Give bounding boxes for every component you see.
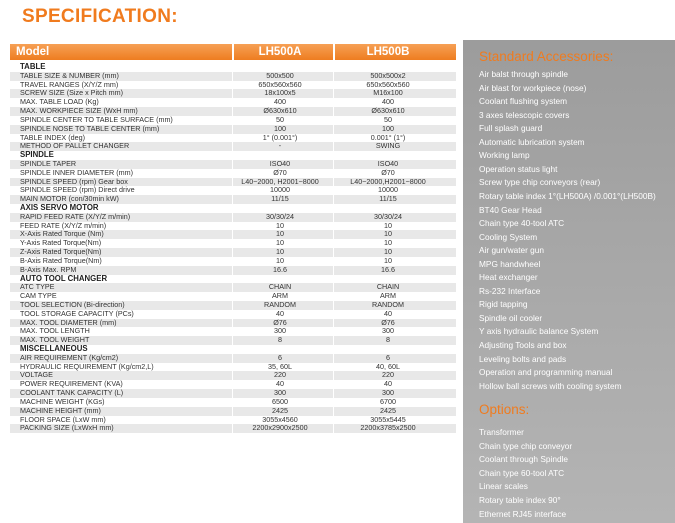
- row-label: MACHINE HEIGHT (mm): [20, 405, 101, 415]
- value-lh500b: SWING: [375, 141, 401, 151]
- column-divider: [333, 416, 334, 425]
- value-lh500b: 11/15: [379, 194, 397, 204]
- column-divider: [333, 266, 334, 275]
- value-lh500a: 40: [276, 308, 284, 318]
- column-divider: [333, 186, 334, 195]
- column-divider: [333, 354, 334, 363]
- column-divider: [232, 72, 233, 81]
- column-divider: [333, 89, 334, 98]
- value-lh500a: -: [278, 141, 282, 151]
- option-item: Chain type 60-tool ATC: [479, 467, 565, 478]
- value-lh500b: 10000: [378, 185, 398, 195]
- value-lh500b: 30/30/24: [374, 211, 402, 221]
- value-lh500b: 0.001° (1°): [370, 132, 406, 142]
- value-lh500b: 10: [384, 247, 392, 257]
- value-lh500b: 500x500x2: [370, 70, 406, 80]
- column-divider: [232, 98, 233, 107]
- row-label: HYDRAULIC REQUIREMENT (Kg/cm2,L): [20, 361, 154, 371]
- value-lh500b: 400: [382, 97, 394, 107]
- column-divider: [232, 257, 233, 266]
- column-divider: [333, 292, 334, 301]
- value-lh500b: 50: [384, 114, 392, 124]
- column-divider: [333, 72, 334, 81]
- value-lh500a: 2425: [272, 405, 288, 415]
- option-item: Rotary table index 90°: [479, 495, 561, 505]
- row-label: TOOL STORAGE CAPACITY (PCs): [20, 308, 134, 318]
- accessory-item: Chain type 40-tool ATC: [479, 218, 565, 229]
- row-label: MAX. WORKPIECE SIZE (WxH mm): [20, 106, 138, 116]
- column-divider: [232, 310, 233, 319]
- row-label: SCREW SIZE (Size x Pitch mm): [20, 88, 124, 98]
- column-divider: [232, 301, 233, 310]
- value-lh500a: Ø70: [273, 167, 287, 177]
- value-lh500b: Ø630x610: [371, 106, 405, 116]
- accessory-item: Cooling System: [479, 231, 538, 242]
- accessory-item: Y axis hydraulic balance System: [479, 326, 599, 337]
- column-divider: [232, 248, 233, 257]
- value-lh500a: 300: [274, 388, 286, 398]
- value-lh500a: ISO40: [269, 158, 291, 168]
- column-divider: [333, 380, 334, 389]
- value-lh500b: 220: [382, 370, 394, 380]
- value-lh500b: CHAIN: [376, 282, 400, 292]
- column-divider: [333, 407, 334, 416]
- value-lh500b: 300: [382, 388, 394, 398]
- row-label: MAX. TOOL LENGTH: [20, 326, 90, 336]
- column-divider: [333, 116, 334, 125]
- accessory-item: Operation and programming manual: [479, 367, 613, 378]
- row-label: Z-Axis Rated Torque(Nm): [20, 247, 102, 257]
- accessory-item: 3 axes telescopic covers: [479, 109, 570, 120]
- column-divider: [333, 424, 334, 433]
- column-divider: [333, 363, 334, 372]
- value-lh500a: 18x100x5: [264, 88, 296, 98]
- value-lh500b: ISO40: [377, 158, 399, 168]
- accessory-item: Screw type chip conveyors (rear): [479, 177, 601, 188]
- row-label: RAPID FEED RATE (X/Y/Z m/min): [20, 211, 131, 221]
- row-label: MAX. TABLE LOAD (Kg): [20, 97, 99, 107]
- column-divider: [333, 248, 334, 257]
- row-label: X-Axis Rated Torque (Nm): [20, 229, 104, 239]
- header-lh500b: LH500B: [366, 46, 410, 58]
- value-lh500b: 10: [384, 220, 392, 230]
- value-lh500a: 400: [274, 97, 286, 107]
- column-divider: [333, 301, 334, 310]
- row-label: MAIN MOTOR (con/30min kW): [20, 194, 119, 204]
- spec-rows: [10, 63, 456, 433]
- value-lh500a: 2200x2900x2500: [252, 423, 308, 433]
- value-lh500a: 8: [278, 335, 282, 345]
- option-item: Linear scales: [479, 481, 528, 492]
- accessory-item: Adjusting Tools and box: [479, 340, 567, 350]
- spec-table: [10, 44, 456, 512]
- value-lh500a: 500x500: [266, 70, 294, 80]
- value-lh500b: 6700: [380, 396, 396, 406]
- column-divider: [232, 416, 233, 425]
- options-title: Options:: [479, 402, 530, 417]
- accessory-item: Air gun/water gun: [479, 245, 545, 256]
- column-divider: [333, 283, 334, 292]
- value-lh500a: 11/15: [271, 194, 289, 204]
- accessory-item: Hollow ball screws with cooling system: [479, 380, 622, 391]
- column-divider: [232, 169, 233, 178]
- header-lh500a: LH500A: [258, 46, 302, 58]
- table-row: [10, 142, 456, 151]
- row-label: ATC TYPE: [20, 282, 55, 292]
- value-lh500b: 8: [386, 335, 390, 345]
- column-divider: [232, 380, 233, 389]
- row-label: CAM TYPE: [20, 291, 57, 301]
- accessory-item: Rs-232 Interface: [479, 285, 541, 296]
- accessory-item: Leveling bolts and pads: [479, 353, 567, 364]
- column-divider: [232, 371, 233, 380]
- value-lh500b: M16x100: [373, 88, 403, 98]
- row-label: PACKING SIZE (LxWxH mm): [20, 423, 114, 433]
- row-label: Y-Axis Rated Torque(Nm): [20, 238, 102, 248]
- row-label: B-Axis Rated Torque(Nm): [20, 255, 102, 265]
- column-divider: [333, 81, 334, 90]
- value-lh500a: 10: [276, 238, 284, 248]
- option-item: Coolant through Spindle: [479, 454, 569, 465]
- section-title: AXIS SERVO MOTOR: [20, 203, 99, 212]
- row-label: SPINDLE SPEED (rpm) Direct drive: [20, 185, 135, 195]
- accessory-item: BT40 Gear Head: [479, 204, 542, 215]
- row-label: SPINDLE TAPER: [20, 158, 77, 168]
- column-divider: [232, 283, 233, 292]
- column-divider: [232, 160, 233, 169]
- column-divider: [232, 178, 233, 187]
- row-label: FEED RATE (X/Y/Z m/min): [20, 220, 107, 230]
- section-title: SPINDLE: [20, 150, 54, 160]
- row-label: METHOD OF PALLET CHANGER: [20, 141, 130, 151]
- row-label: MACHINE WEIGHT (KGs): [20, 396, 105, 406]
- row-label: SPINDLE CENTER TO TABLE SURFACE (mm): [20, 114, 173, 124]
- row-label: SPINDLE NOSE TO TABLE CENTER (mm): [20, 123, 160, 133]
- column-divider: [232, 292, 233, 301]
- column-divider: [333, 169, 334, 178]
- accessory-item: Spindle oil cooler: [479, 312, 543, 323]
- value-lh500a: Ø630x610: [263, 106, 297, 116]
- column-divider: [232, 222, 233, 231]
- value-lh500b: 10: [384, 229, 392, 239]
- accessory-item: Rigid tapping: [479, 299, 528, 310]
- column-divider: [232, 389, 233, 398]
- accessory-item: Coolant flushing system: [479, 96, 568, 107]
- row-label: SPINDLE SPEED (rpm) Gear box: [20, 176, 128, 186]
- value-lh500a: L40~2000, H2001~8000: [241, 176, 319, 186]
- column-divider: [333, 107, 334, 116]
- value-lh500a: 300: [274, 326, 286, 336]
- spec-table-header: [10, 44, 456, 60]
- column-divider: [333, 239, 334, 248]
- column-divider: [333, 142, 334, 151]
- column-divider: [232, 81, 233, 90]
- value-lh500b: Ø70: [381, 167, 395, 177]
- column-divider: [333, 371, 334, 380]
- column-divider: [232, 230, 233, 239]
- value-lh500a: 1° (0.001°): [262, 132, 298, 142]
- row-label: TABLE INDEX (deg): [20, 132, 85, 142]
- column-divider: [333, 389, 334, 398]
- value-lh500b: 10: [384, 255, 392, 265]
- row-label: AIR REQUIREMENT (Kg/cm2): [20, 352, 119, 362]
- column-divider: [333, 319, 334, 328]
- column-divider: [232, 107, 233, 116]
- value-lh500a: 35, 60L: [268, 361, 292, 371]
- section-title: TABLE: [20, 62, 46, 71]
- value-lh500a: 3055x4560: [262, 414, 298, 424]
- value-lh500b: 100: [382, 123, 394, 133]
- value-lh500a: 10000: [270, 185, 290, 195]
- page-title: SPECIFICATION:: [22, 6, 178, 27]
- value-lh500a: 10: [276, 220, 284, 230]
- accessory-item: Rotary table index 1°(LH500A) /0.001°(LH500B): [479, 190, 656, 201]
- value-lh500b: 3055x5445: [370, 414, 406, 424]
- section-title: MISCELLANEOUS: [20, 344, 88, 353]
- column-divider: [232, 125, 233, 134]
- value-lh500a: 6: [278, 352, 282, 362]
- column-divider: [333, 134, 334, 143]
- value-lh500b: 6: [386, 352, 390, 362]
- accessory-item: Working lamp: [479, 150, 530, 161]
- column-divider: [333, 398, 334, 407]
- value-lh500b: 40: [384, 308, 392, 318]
- header-divider: [232, 44, 234, 60]
- value-lh500b: 10: [384, 238, 392, 248]
- row-label: TRAVEL RANGES (X/Y/Z mm): [20, 79, 119, 89]
- row-label: SPINDLE INNER DIAMETER (mm): [20, 167, 134, 177]
- row-label: MAX. TOOL DIAMETER (mm): [20, 317, 117, 327]
- column-divider: [232, 398, 233, 407]
- accessory-item: Air blast for workpiece (nose): [479, 82, 587, 93]
- value-lh500b: 40: [384, 379, 392, 389]
- accessory-item: Heat exchanger: [479, 272, 538, 283]
- table-row: [10, 424, 456, 433]
- row-label: POWER REQUIREMENT (KVA): [20, 379, 123, 389]
- row-label: TOOL SELECTION (Bi-direction): [20, 299, 125, 309]
- value-lh500a: 220: [274, 370, 286, 380]
- value-lh500a: 16.6: [273, 264, 287, 274]
- row-label: MAX. TOOL WEIGHT: [20, 335, 90, 345]
- value-lh500b: Ø76: [381, 317, 395, 327]
- value-lh500a: RANDOM: [264, 299, 296, 309]
- value-lh500a: 6500: [272, 396, 288, 406]
- column-divider: [232, 89, 233, 98]
- column-divider: [333, 195, 334, 204]
- column-divider: [232, 363, 233, 372]
- column-divider: [232, 239, 233, 248]
- value-lh500b: 2200x3785x2500: [360, 423, 416, 433]
- value-lh500a: 10: [276, 229, 284, 239]
- row-label: VOLTAGE: [20, 370, 53, 380]
- column-divider: [333, 98, 334, 107]
- column-divider: [333, 336, 334, 345]
- value-lh500b: 2425: [380, 405, 396, 415]
- row-label: FLOOR SPACE (LxW mm): [20, 414, 106, 424]
- accessory-item: Operation status light: [479, 163, 558, 174]
- column-divider: [333, 327, 334, 336]
- column-divider: [333, 178, 334, 187]
- value-lh500b: L40~2000,H2001~8000: [350, 176, 426, 186]
- value-lh500a: 100: [274, 123, 286, 133]
- column-divider: [232, 327, 233, 336]
- row-label: B-Axis Max. RPM: [20, 264, 77, 274]
- column-divider: [232, 116, 233, 125]
- value-lh500b: RANDOM: [372, 299, 404, 309]
- column-divider: [333, 257, 334, 266]
- value-lh500a: 650x560x560: [258, 79, 302, 89]
- option-item: Transformer: [479, 427, 524, 437]
- header-model: Model: [16, 46, 50, 58]
- column-divider: [333, 310, 334, 319]
- row-label: TABLE SIZE & NUMBER (mm): [20, 70, 119, 80]
- column-divider: [232, 266, 233, 275]
- value-lh500a: CHAIN: [268, 282, 292, 292]
- accessory-item: Air balst through spindle: [479, 69, 569, 79]
- value-lh500b: ARM: [380, 291, 396, 301]
- accessory-item: Automatic lubrication system: [479, 136, 585, 147]
- column-divider: [232, 213, 233, 222]
- value-lh500b: 650x560x560: [366, 79, 410, 89]
- column-divider: [333, 230, 334, 239]
- standard-accessories-title: Standard Accessories:: [479, 49, 614, 64]
- column-divider: [232, 186, 233, 195]
- value-lh500a: 50: [276, 114, 284, 124]
- value-lh500b: 40, 60L: [376, 361, 400, 371]
- value-lh500a: Ø76: [273, 317, 287, 327]
- accessories-panel: [463, 40, 675, 523]
- column-divider: [232, 134, 233, 143]
- column-divider: [232, 424, 233, 433]
- accessory-item: Full splash guard: [479, 123, 543, 134]
- column-divider: [333, 213, 334, 222]
- column-divider: [232, 319, 233, 328]
- column-divider: [232, 336, 233, 345]
- accessory-item: MPG handwheel: [479, 258, 541, 269]
- column-divider: [333, 222, 334, 231]
- option-item: Chain type chip conveyor: [479, 440, 573, 451]
- value-lh500a: 30/30/24: [266, 211, 294, 221]
- value-lh500a: ARM: [272, 291, 288, 301]
- column-divider: [333, 125, 334, 134]
- row-label: COOLANT TANK CAPACITY (L): [20, 388, 124, 398]
- column-divider: [333, 160, 334, 169]
- value-lh500a: 10: [276, 255, 284, 265]
- column-divider: [232, 407, 233, 416]
- column-divider: [232, 142, 233, 151]
- value-lh500b: 300: [382, 326, 394, 336]
- column-divider: [232, 195, 233, 204]
- value-lh500b: 16.6: [381, 264, 395, 274]
- value-lh500a: 40: [276, 379, 284, 389]
- option-item: Ethernet RJ45 interface: [479, 508, 567, 519]
- value-lh500a: 10: [276, 247, 284, 257]
- section-title: AUTO TOOL CHANGER: [20, 273, 108, 283]
- header-divider: [333, 44, 335, 60]
- column-divider: [232, 354, 233, 363]
